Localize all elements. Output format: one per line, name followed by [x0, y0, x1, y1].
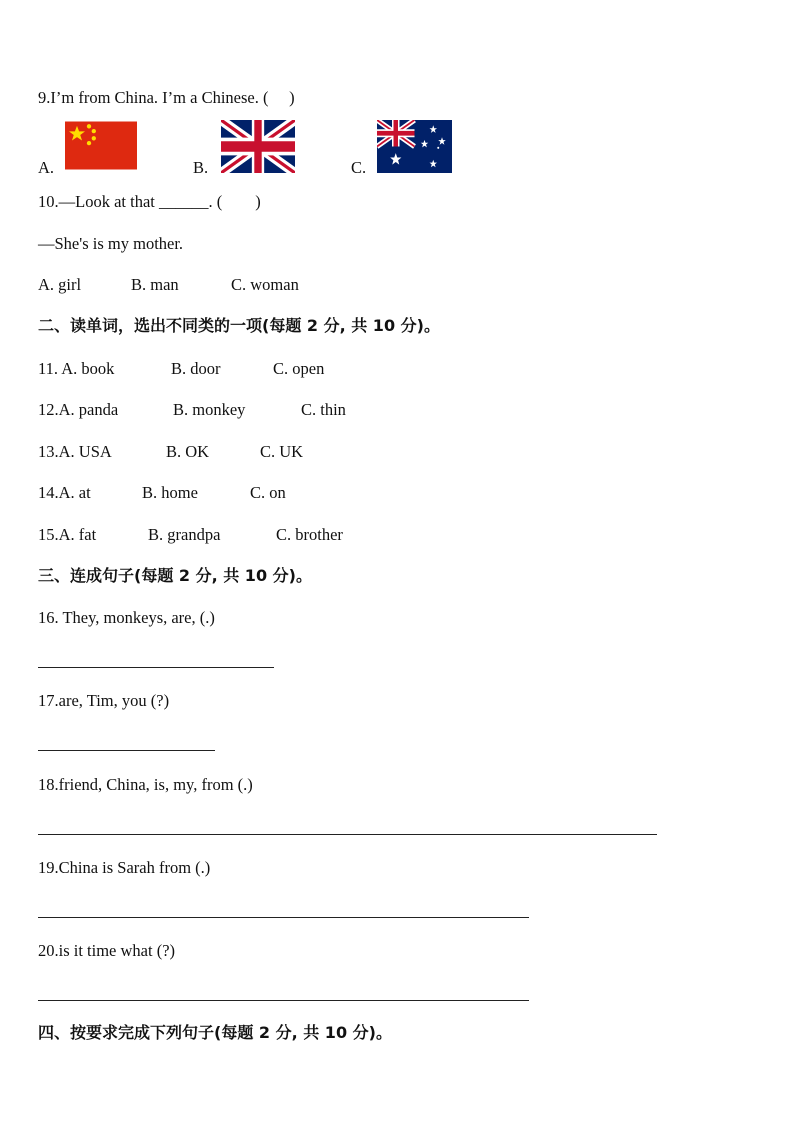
q13-option-b: B. OK: [166, 442, 210, 461]
section-2-title: 二、读单词，选出不同类的一项(每题 2 分, 共 10 分)。: [38, 316, 440, 335]
question-18: 18.friend, China, is, my, from (.): [38, 775, 253, 794]
q14-option-c: C. on: [250, 483, 286, 502]
q15-option-c: C. brother: [276, 525, 343, 544]
q11-option-c: C. open: [273, 359, 325, 378]
question-16: 16. They, monkeys, are, (.): [38, 608, 215, 627]
q13-option-a: 13.A. USA: [38, 442, 112, 461]
question-19: 19.China is Sarah from (.): [38, 858, 211, 877]
answer-line-17[interactable]: [38, 750, 215, 751]
answer-line-19[interactable]: [38, 917, 529, 918]
q10-option-b: B. man: [131, 275, 179, 294]
q10-answer-line: —She's is my mother.: [38, 234, 184, 253]
question-20: 20.is it time what (?): [38, 941, 176, 960]
section-4-title: 四、按要求完成下列句子(每题 2 分, 共 10 分)。: [38, 1023, 392, 1042]
q11-option-b: B. door: [171, 359, 221, 378]
q12-option-b: B. monkey: [173, 400, 246, 419]
q10-option-c: C. woman: [231, 275, 299, 294]
question-17: 17.are, Tim, you (?): [38, 691, 170, 710]
q12-option-a: 12.A. panda: [38, 400, 119, 419]
answer-line-16[interactable]: [38, 667, 274, 668]
q9-option-c-label: C.: [351, 158, 367, 177]
q15-option-b: B. grandpa: [148, 525, 221, 544]
q11-option-a: 11. A. book: [38, 359, 115, 378]
answer-line-20[interactable]: [38, 1000, 529, 1001]
answer-line-18[interactable]: [38, 834, 657, 835]
q12-option-c: C. thin: [301, 400, 346, 419]
q9-option-b-label: B.: [193, 158, 209, 177]
q10-option-a: A. girl: [38, 275, 82, 294]
q14-option-a: 14.A. at: [38, 483, 91, 502]
question-9: 9.I’m from China. I’m a Chinese. ( ): [38, 88, 295, 107]
australia-flag-image: [377, 120, 452, 173]
question-10: 10.—Look at that ______. ( ): [38, 192, 261, 211]
china-flag-image: [65, 119, 137, 172]
q9-option-a-label: A.: [38, 158, 55, 177]
section-3-title: 三、连成句子(每题 2 分, 共 10 分)。: [38, 566, 312, 585]
q14-option-b: B. home: [142, 483, 198, 502]
q15-option-a: 15.A. fat: [38, 525, 97, 544]
q13-option-c: C. UK: [260, 442, 304, 461]
uk-flag-image: [221, 120, 295, 173]
